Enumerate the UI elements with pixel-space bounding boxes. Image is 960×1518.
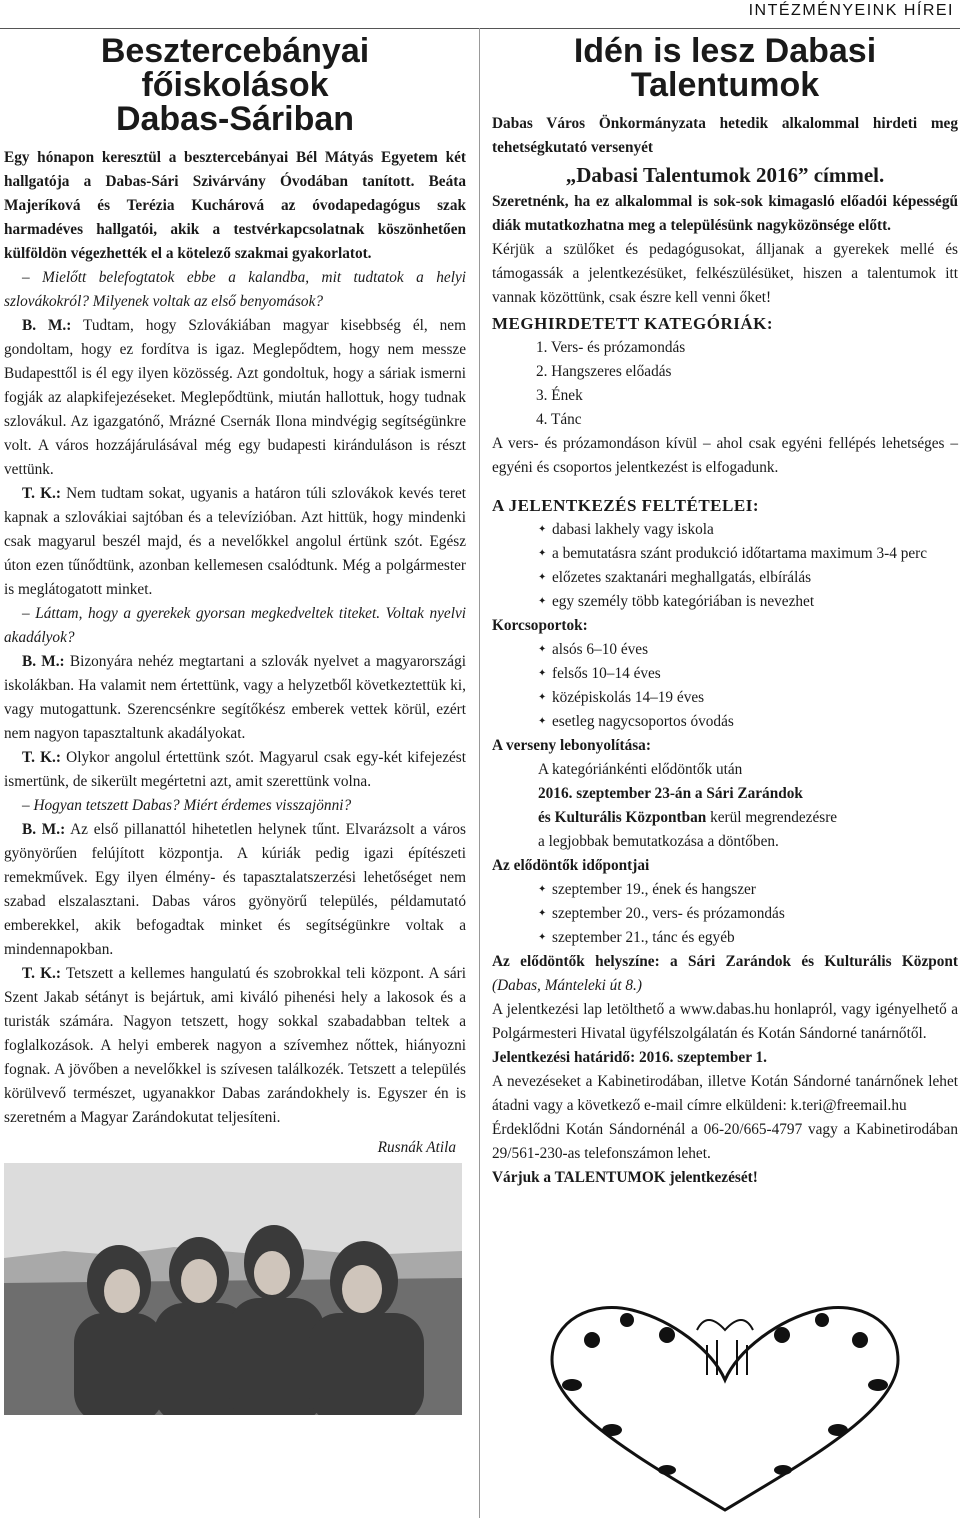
categories-list: [492, 336, 958, 432]
answer-2: T. K.: Nem tudtam sokat, ugyanis a határon túli szlovákok kevés teret kapnak a szlovákiai sajtóban és a televízióban. Azt hittük, hogy mindenki csak magyarul beszél majd, és a nevelőkkel angolul értünk szót. Egész úton ezen tűnődtünk, azonban kellemesen csalódtunk. Még a polgármester is meglátogatott minket.: [4, 485, 466, 598]
contest-line-1: A kategóriánkénti elődöntők után: [538, 761, 743, 778]
header-rule: [0, 28, 960, 29]
list-item: ✦ esetleg nagycsoportos óvodás: [538, 710, 958, 734]
photo-illustration: [4, 1163, 462, 1415]
answer-6: T. K.: Tetszett a kellemes hangulatú és szobrokkal teli központ. A sári Szent Jakab sétányt is bejártuk, ami kiváló pihenési hely a lakosok és a turisták számára. Nagyon tetszett, hogy sokkal szabadabban teltek a foglalkozások. A helyi emberek nagyon a szívemhez nőttek, hiányozni fognak. A jövőben a nevelőkkel is szívesen találkozék. Tetszett a település körülvevő természet, ugyanakkor Dabas zarándokhely is. Egyszer én is szeretném a Magyar Zarándokutat teljesíteni.: [4, 965, 466, 1126]
left-article: [4, 34, 466, 1160]
author-signature: Rusnák Atila: [377, 1139, 456, 1156]
wish-paragraph: Szeretnénk, ha ez alkalommal is sok-sok kimagasló előadói képességű diák mutatkozhatna meg a településünk nagyközönsége előtt.: [492, 193, 958, 234]
closing-line: Várjuk a TALENTUMOK jelentkezését!: [492, 1169, 758, 1186]
left-article-title: [4, 34, 466, 136]
contest-name: „Dabasi Talentumok 2016” címmel.: [565, 163, 885, 187]
submission-note: A nevezéseket a Kabinetirodában, illetve Kotán Sándorné tanárnőnek lehet átadni vagy a következő e-mail címre elküldeni: k.teri@freemail.hu: [492, 1073, 958, 1114]
list-item: 2. Hangszeres előadás: [536, 363, 672, 380]
speaker-tk: T. K.:: [22, 965, 61, 982]
venue: Az elődöntők helyszíne: a Sári Zarándok és Kulturális Központ (Dabas, Mánteleki út 8.): [492, 953, 958, 994]
appeal-paragraph: Kérjük a szülőket és pedagógusokat, álljanak a gyerekek mellé és támogassák a jelentkezésüket, felkészülésüket, hiszen a talentumok itt vannak közöttünk, csak észre kell venni őket!: [492, 241, 958, 306]
speaker-bm: B. M.:: [22, 317, 72, 334]
group-photo: [4, 1163, 462, 1415]
list-item: ✦ dabasi lakhely vagy iskola: [538, 518, 958, 542]
answer-3: B. M.: Bizonyára nehéz megtartani a szlovák nyelvet a magyarországi iskolákban. Ha valamit nem értettünk, vagy a helyzetből következtettük ki, vagy mutogattunk. Szerencsénkre segítőkész emberek vettek körül, ezért nem nagyon tapasztaltunk akadályokat.: [4, 653, 466, 742]
contact-note: Érdeklődni Kotán Sándornénál a 06-20/665-4797 vagy a Kabinetirodában 29/561-230-as telefonszámon lehet.: [492, 1121, 958, 1162]
entry-note: A vers- és prózamondáson kívül – ahol csak egyéni fellépés lehetséges – egyéni és csoportos jelentkezést is elfogadunk.: [492, 435, 958, 476]
right-article: [492, 34, 958, 1190]
speaker-tk: T. K.:: [22, 749, 61, 766]
dates-title: Az elődöntők időpontjai: [492, 857, 650, 874]
deadline: Jelentkezési határidő: 2016. szeptember 1.: [492, 1049, 768, 1066]
contest-title: A verseny lebonyolítása:: [492, 737, 651, 754]
lead-paragraph: Egy hónapon keresztül a besztercebányai Bél Mátyás Egyetem két hallgatója a Dabas-Sári Szivárvány Óvodában tanított. Beáta Majeríková és Terézia Kuchárová az óvodapedagógus szak harmadéves hallgatói, akik a testvérkapcsolatnak köszönhetően külföldön végezhették el a kötelező szakmai gyakorlatot.: [4, 149, 466, 262]
contest-line-2: 2016. szeptember 23-án a Sári Zarándok: [538, 785, 803, 802]
answer-1: B. M.: Tudtam, hogy Szlovákiában magyar kisebbség él, nem gondoltam, hogy ez fordítva is igaz. Meglepődtem, hogy nem messze Budapesttől is él egy ilyen közösség. Azt gondoltuk, hogy a sáriak ismerni fogják az alapkifejezéseket. Meglepődtünk, miután hallottuk, hogy tudnak szlovákul. Az igazgatónő, Mrázné Csernák Ilona mindvégig segítségünkre volt. A város hozzájárulásával még egy budapesti kiránduláson is részt vettünk.: [4, 317, 466, 478]
dates-list: [492, 878, 958, 950]
folk-heart-ornament-icon: [492, 1290, 958, 1518]
list-item: ✦ alsós 6–10 éves: [538, 638, 958, 662]
title-line-1: Besztercebányai főiskolások: [100, 32, 370, 104]
list-item: 3. Ének: [536, 387, 583, 404]
intro-paragraph: Dabas Város Önkormányzata hetedik alkalommal hirdeti meg tehetségkutató versenyét: [492, 115, 958, 156]
question-3: – Hogyan tetszett Dabas? Miért érdemes visszajönni?: [22, 797, 352, 814]
list-item: ✦ szeptember 20., vers- és prózamondás: [538, 902, 958, 926]
speaker-bm: B. M.:: [22, 653, 65, 670]
age-groups-title: Korcsoportok:: [492, 617, 588, 634]
list-item: ✦ középiskolás 14–19 éves: [538, 686, 958, 710]
list-item: ✦ szeptember 19., ének és hangszer: [538, 878, 958, 902]
list-item: ✦ a bemutatásra szánt produkció időtartama maximum 3-4 perc: [538, 542, 958, 566]
list-item: 4. Tánc: [536, 411, 582, 428]
right-article-title: Idén is lesz Dabasi Talentumok: [573, 32, 877, 104]
list-item: ✦ előzetes szaktanári meghallgatás, elbírálás: [538, 566, 958, 590]
conditions-title: A JELENTKEZÉS FELTÉTELEI:: [492, 496, 759, 515]
speaker-bm: B. M.:: [22, 821, 66, 838]
age-groups-list: [492, 638, 958, 734]
title-line-2: Dabas-Sáriban: [115, 100, 355, 138]
question-2: – Láttam, hogy a gyerekek gyorsan megkedveltek titeket. Voltak nyelvi akadályok?: [4, 605, 466, 646]
answer-5: B. M.: Az első pillanattól hihetetlen helynek tűnt. Elvarázsolt a város gyönyörűen felújított központja. A kúriák pedig igazi építészeti remekművek. Egy ilyen élmény- és tapasztalatszerzési lehetőséget nem szabad elszalasztani. Dabas város gyönyörű település, példamutató emberekkel, akik befogadtak minket és segítségünkre voltak a mindennapokban.: [4, 821, 466, 958]
list-item: ✦ felsős 10–14 éves: [538, 662, 958, 686]
list-item: 1. Vers- és prózamondás: [536, 339, 686, 356]
contest-line-4: a legjobbak bemutatkozása a döntőben.: [538, 833, 779, 850]
contest-line-3: és Kulturális Központban kerül megrendezésre: [538, 809, 838, 826]
section-header: INTÉZMÉNYEINK HÍREI: [748, 2, 954, 19]
list-item: ✦ egy személy több kategóriában is nevezhet: [538, 590, 958, 614]
question-1: – Mielőtt belefogtatok ebbe a kalandba, mit tudtatok a helyi szlovákokról? Milyenek voltak az első benyomások?: [4, 269, 466, 310]
application-form-note: A jelentkezési lap letölthető a www.dabas.hu honlapról, vagy igényelhető a Polgármesteri Hivatal ügyfélszolgálatán és Kotán Sándorné tanárnőtől.: [492, 1001, 958, 1042]
list-item: ✦ szeptember 21., tánc és egyéb: [538, 926, 958, 950]
speaker-tk: T. K.:: [22, 485, 61, 502]
conditions-list: [492, 518, 958, 614]
column-divider: [479, 28, 480, 1518]
answer-4: T. K.: Olykor angolul értettünk szót. Magyarul csak egy-két kifejezést ismertünk, de sikerült megértetni azt, amit szerettünk volna.: [4, 749, 466, 790]
categories-title: MEGHIRDETETT KATEGÓRIÁK:: [492, 314, 774, 333]
